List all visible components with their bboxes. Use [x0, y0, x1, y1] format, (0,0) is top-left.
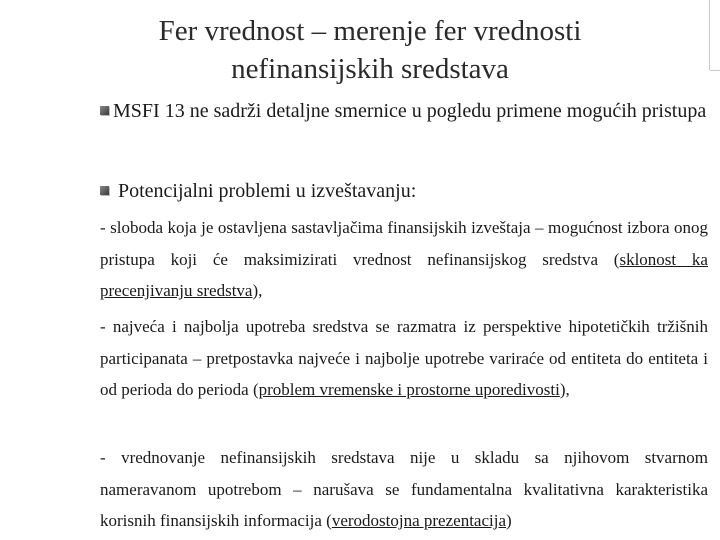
decorative-border-corner: [710, 70, 720, 71]
issue-paragraph-2: [100, 311, 708, 406]
issue-paragraph-1: [100, 212, 708, 307]
paragraph-text-end: ): [506, 511, 512, 530]
bullet-text: MSFI 13 ne sadrži detaljne smernice u pogledu primene mogućih pristupa: [113, 100, 707, 122]
decorative-border: [709, 0, 710, 70]
paragraph-text: - vrednovanje nefinansijskih sredstava nije u skladu sa njihovom stvarnom nameravanom upotrebom – narušava se fundamentalna kvalitativna karakteristika korisnih finansijskih informacija (: [100, 448, 708, 530]
bullet-text: Potencijalni problemi u izveštavanju:: [118, 180, 417, 202]
issue-paragraph-3: [100, 442, 708, 537]
square-bullet-icon: [100, 106, 109, 115]
underlined-emphasis: problem vremenske i prostorne uporedivosti: [258, 380, 560, 399]
slide-title-line-1: Fer vrednost – merenje fer vrednosti: [158, 15, 582, 47]
slide-title-line-2: nefinansijskih sredstava: [231, 53, 509, 85]
paragraph-text-end: ),: [252, 281, 263, 300]
bullet-point-1: [100, 94, 710, 129]
paragraph-text: - sloboda koja je ostavljena sastavljačima finansijskih izveštaja – mogućnost izbora onog pristupa koji će maksimizirati vrednost nefinansijskog sredstva (: [100, 218, 708, 269]
bullet-point-2: [100, 174, 710, 209]
paragraph-text-end: ),: [559, 380, 570, 399]
slide-title: [60, 12, 680, 88]
paragraph-text: - najveća i najbolja upotreba sredstva se razmatra iz perspektive hipotetičkih tržišnih participanata – pretpostavka najveće i najbolje upotrebe variraće od entiteta do entiteta i od perioda do perioda (: [100, 317, 708, 399]
underlined-emphasis: sklonost ka precenjivanju sredstva: [100, 249, 708, 300]
underlined-emphasis: verodostojna prezentacija: [331, 511, 506, 530]
square-bullet-icon: [100, 186, 109, 195]
